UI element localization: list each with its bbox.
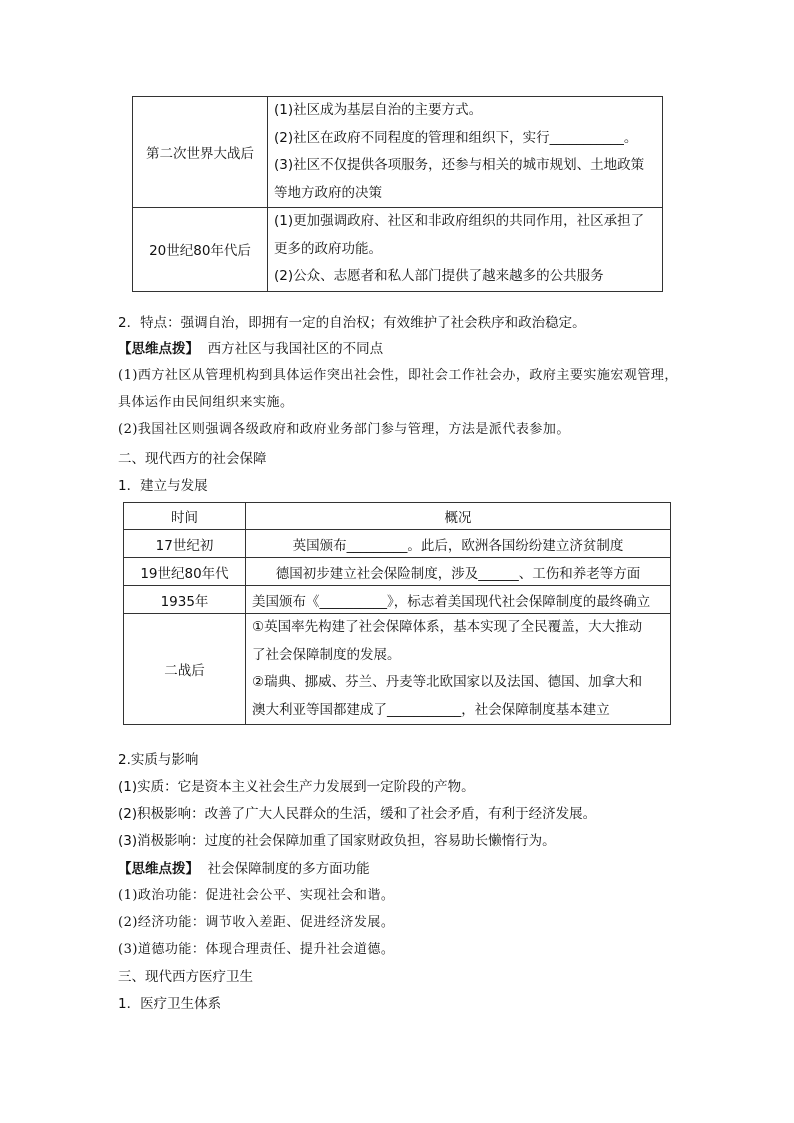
tip2-header [118,859,370,879]
section2-heading: 二、现代西方的社会保障 [118,451,267,467]
period-cell: 第二次世界大战后 [133,97,268,208]
table-header-row [124,503,671,530]
detail-cell: (1)更加强调政府、社区和非政府组织的共同作用，社区承担了 更多的政府功能。 (2)公众、志愿者和私人部门提供了越来越多的公共服务 [268,208,663,292]
nature-line: (1)实质：它是资本主义社会生产力发展到一定阶段的产物。 [118,779,475,795]
table-row [124,530,671,558]
time-cell: 17世纪初 [124,530,246,558]
table-row [124,558,671,586]
time-cell: 19世纪80年代 [124,558,246,586]
feature-text: 2．特点：强调自治，即拥有一定的自治权；有效维护了社会秩序和政治稳定。 [118,315,586,331]
community-table [132,96,663,292]
tip1-header [118,339,383,359]
detail-cell: 美国颁布《__________》，标志着美国现代社会保障制度的最终确立 [246,586,671,614]
detail-cell: (1)社区成为基层自治的主要方式。 (2)社区在政府不同程度的管理和组织下，实行___________。 (3)社区不仅提供各项服务，还参与相关的城市规划、土地政策 等地方政府的决策 [268,97,663,208]
table-row [124,614,671,725]
tip2-line: (1)政治功能：促进社会公平、实现社会和谐。 [118,888,395,903]
nature-line: (3)消极影响：过度的社会保障加重了国家财政负担，容易助长懒惰行为。 [118,833,556,849]
detail-cell: 英国颁布_________。此后，欧洲各国纷纷建立济贫制度 [246,530,671,558]
tip-title: 社会保障制度的多方面功能 [207,861,370,877]
social-security-table [123,502,671,725]
table-row [133,97,663,208]
tip1-line: (2)我国社区则强调各级政府和政府业务部门参与管理，方法是派代表参加。 [118,422,570,437]
tip-title: 西方社区与我国社区的不同点 [207,341,384,357]
tip1-line: 具体运作由民间组织来实施。 [118,395,294,410]
detail-cell: 德国初步建立社会保险制度，涉及______、工伤和养老等方面 [246,558,671,586]
tip2-line: (3)道德功能：体现合理责任、提升社会道德。 [118,942,395,957]
tip-label: 【思维点拨】 [118,861,199,877]
nature-line: (2)积极影响：改善了广大人民群众的生活，缓和了社会矛盾，有利于经济发展。 [118,806,597,822]
time-cell: 1935年 [124,586,246,614]
column-header: 概况 [246,503,671,530]
section3-heading: 三、现代西方医疗卫生 [118,969,253,985]
time-cell: 二战后 [124,614,246,725]
table-row [124,586,671,614]
section2-sub1: 1．建立与发展 [118,478,208,494]
tip1-line: (1)西方社区从管理机构到具体运作突出社会性，即社会工作社会办，政府主要实施宏观管理， [118,368,678,383]
tip-label: 【思维点拨】 [118,341,199,357]
detail-cell: ①英国率先构建了社会保障体系，基本实现了全民覆盖，大大推动 了社会保障制度的发展。 ②瑞典、挪威、芬兰、丹麦等北欧国家以及法国、德国、加拿大和 澳大利亚等国都建成了___________，社会保障制度基本建立 [246,614,671,725]
section3-sub1: 1．医疗卫生体系 [118,996,222,1012]
column-header: 时间 [124,503,246,530]
period-cell: 20世纪80年代后 [133,208,268,292]
nature-heading: 2.实质与影响 [118,752,199,768]
table-row [133,208,663,292]
tip2-line: (2)经济功能：调节收入差距、促进经济发展。 [118,915,395,930]
